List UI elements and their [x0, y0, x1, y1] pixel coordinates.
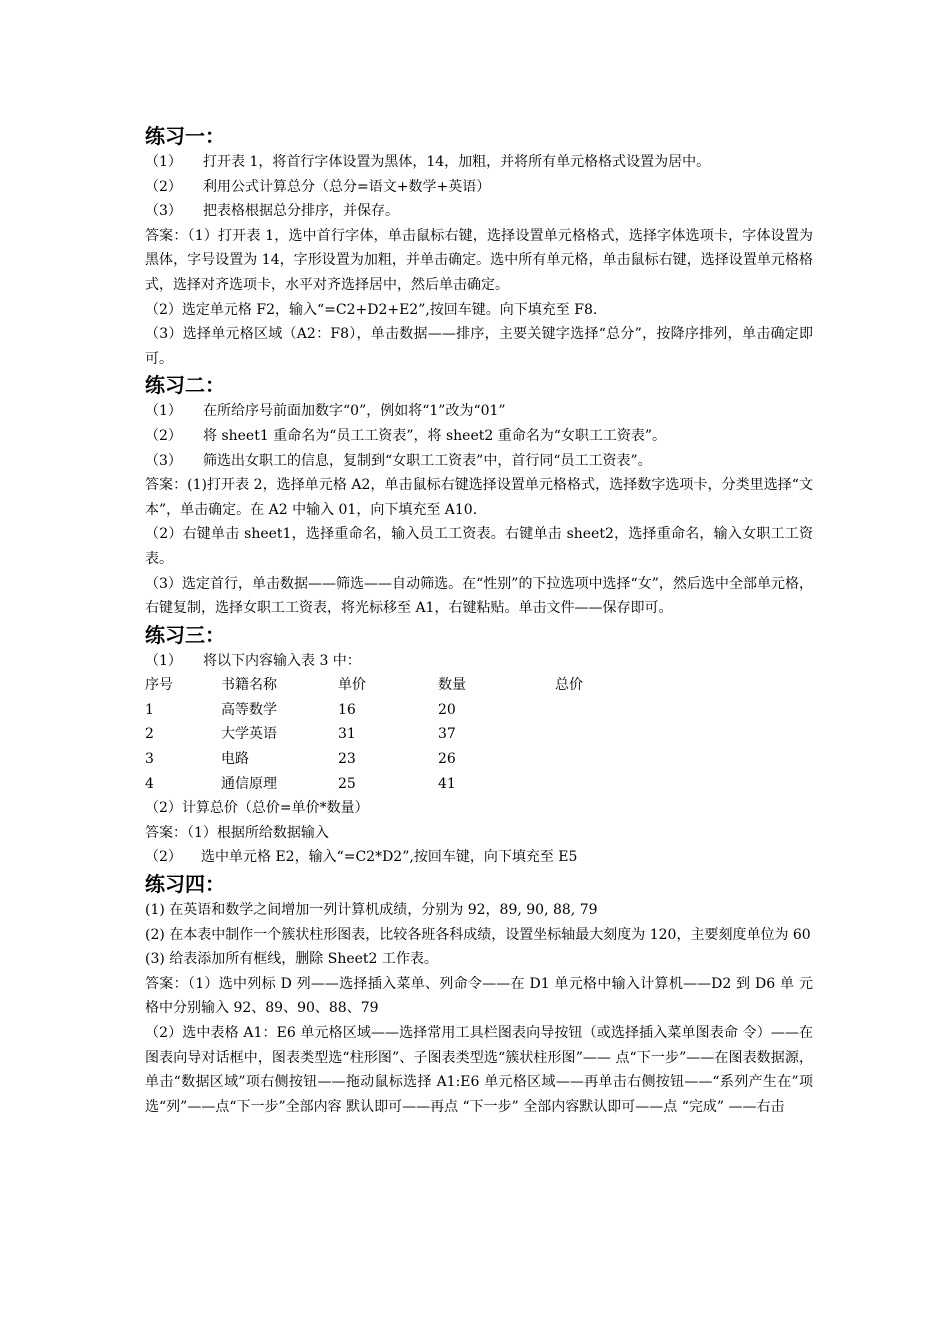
item-number: （3）	[145, 203, 182, 220]
header-cell: 序号	[145, 677, 173, 694]
exercise-4-title: 练习四：	[145, 872, 225, 897]
table-cell	[555, 722, 635, 747]
table-cell: 37	[438, 726, 456, 743]
exercise-4-item-2: (2) 在本表中制作一个簇状柱形图表，比较各班各科成绩，设置坐标轴最大刻度为 120，主要刻度单位为 60	[145, 926, 811, 943]
book-table	[145, 673, 635, 796]
exercise-1-item-3	[145, 199, 813, 224]
table-cell: 16	[338, 701, 356, 718]
table-cell: 1	[145, 701, 154, 718]
exercise-2-item-3	[145, 449, 813, 474]
item-number: （1）	[145, 403, 182, 420]
table-cell: 25	[338, 775, 356, 792]
exercise-3-answer-2	[145, 845, 813, 870]
exercise-4-answer-1: 答案：（1）选中列标 D 列——选择插入菜单、列命令——在 D1 单元格中输入计算机——D2 到 D6 单 元格中分别输入 92、89、90、88、79	[145, 975, 813, 1017]
header-cell: 书籍名称	[221, 677, 277, 694]
exercise-2-item-2	[145, 424, 813, 449]
exercise-2-answer: 答案：(1)打开表 2，选择单元格 A2，单击鼠标右键选择设置单元格格式，选择数字选项卡，分类里选择“文本”，单击确定。在 A2 中输入 01，向下填充至 A10.	[145, 477, 813, 518]
item-text: 利用公式计算总分（总分=语文+数学+英语）	[203, 178, 491, 195]
item-number: （2）	[145, 178, 182, 195]
exercise-4-answer-2: （2）选中表格 A1：E6 单元格区域——选择常用工具栏图表向导按钮（或选择插入菜单图表命 令）——在图表向导对话框中，图表类型选“柱形图”、子图表类型选“簇状柱形图”—— 点“下一步”——在图表数据源，单击“数据区域”项右侧按钮——拖动鼠标选择 A1:E6 单元格区域——再单击右侧按钮——“系列产生在”项选“列”——点“下一步”全部内容 默认即可——再点 “下一步” 全部内容默认即可——点 “完成” ——右击	[145, 1025, 813, 1115]
item-text: 打开表 1，将首行字体设置为黑体，14，加粗，并将所有单元格格式设置为居中。	[203, 154, 711, 170]
item-text: 在所给序号前面加数字“0”，例如将“1”改为“01”	[203, 403, 506, 420]
item-number: （3）	[145, 452, 182, 469]
table-cell: 2	[145, 726, 154, 743]
exercise-1-item-2	[145, 175, 813, 200]
exercise-1-title: 练习一：	[145, 124, 225, 148]
item-text: 将 sheet1 重命名为“员工工资表”，将 sheet2 重命名为“女职工工资表”。	[203, 427, 667, 444]
table-row	[145, 772, 635, 797]
table-row	[145, 722, 635, 747]
table-header-row	[145, 673, 635, 698]
table-cell: 通信原理	[221, 775, 277, 792]
table-cell: 31	[338, 726, 356, 743]
exercise-4-item-3: (3) 给表添加所有框线，删除 Sheet2 工作表。	[145, 951, 438, 968]
item-text: 筛选出女职工的信息，复制到“女职工工资表”中，首行同“员工工资表”。	[203, 452, 652, 469]
exercise-1-answer-2: （2）选定单元格 F2，输入“=C2+D2+E2”,按回车键。向下填充至 F8.	[145, 301, 598, 318]
item-number: （2）	[145, 427, 182, 444]
exercise-2-answer-2: （2）右键单击 sheet1，选择重命名，输入员工工资表。右键单击 sheet2，选择重命名，输入女职工工资表。	[145, 526, 813, 567]
header-cell: 总价	[555, 677, 583, 694]
item-text: 选中单元格 E2，输入“=C2*D2”,按回车键，向下填充至 E5	[201, 849, 578, 866]
exercise-1-item-1	[145, 150, 813, 175]
table-cell: 电路	[221, 751, 249, 768]
exercise-1-answer-3: （3）选择单元格区域（A2：F8），单击数据——排序，主要关键字选择“总分”，按降序排列，单击确定即可。	[145, 326, 813, 367]
table-cell: 26	[438, 751, 456, 768]
item-text: 将以下内容输入表 3 中：	[203, 652, 361, 669]
table-cell: 23	[338, 751, 356, 768]
table-cell: 3	[145, 751, 154, 768]
item-number: （1）	[145, 154, 182, 170]
table-cell: 4	[145, 775, 154, 792]
table-cell: 高等数学	[221, 701, 277, 718]
exercise-3-title: 练习三：	[145, 622, 225, 647]
exercise-2-title: 练习二：	[145, 373, 225, 398]
item-number: （1）	[145, 652, 182, 669]
item-number: （2）	[145, 849, 182, 866]
exercise-3-item-2: （2）计算总价（总价=单价*数量）	[145, 800, 369, 817]
exercise-2-answer-3: （3）选定首行，单击数据——筛选——自动筛选。在“性别”的下拉选项中选择“女”，然后选中全部单元格，右键复制，选择女职工工资表，将光标移至 A1，右键粘贴。单击文件——保存即可。	[145, 575, 813, 617]
document-body	[145, 122, 813, 1119]
table-cell: 20	[438, 701, 456, 718]
table-cell: 大学英语	[221, 726, 277, 743]
table-cell	[555, 698, 635, 723]
exercise-4-item-1: (1) 在英语和数学之间增加一列计算机成绩，分别为 92，89, 90, 88, 79	[145, 902, 598, 919]
table-row	[145, 747, 635, 772]
item-text: 把表格根据总分排序，并保存。	[203, 203, 399, 220]
header-cell: 单价	[338, 677, 366, 694]
exercise-2-item-1	[145, 399, 813, 424]
header-cell: 数量	[438, 677, 466, 694]
exercise-3-item-1	[145, 649, 813, 674]
table-cell	[555, 747, 635, 772]
table-cell	[555, 772, 635, 797]
table-cell: 41	[438, 775, 456, 792]
exercise-3-answer-1: 答案：（1）根据所给数据输入	[145, 824, 329, 841]
exercise-1-answer: 答案：（1）打开表 1，选中首行字体，单击鼠标右键，选择设置单元格格式，选择字体选项卡，字体设置为黑体，字号设置为 14，字形设置为加粗，并单击确定。选中所有单元格，单击鼠标右键，选择设置单元格格式，选择对齐选项卡，水平对齐选择居中，然后单击确定。	[145, 227, 813, 293]
table-row	[145, 698, 635, 723]
